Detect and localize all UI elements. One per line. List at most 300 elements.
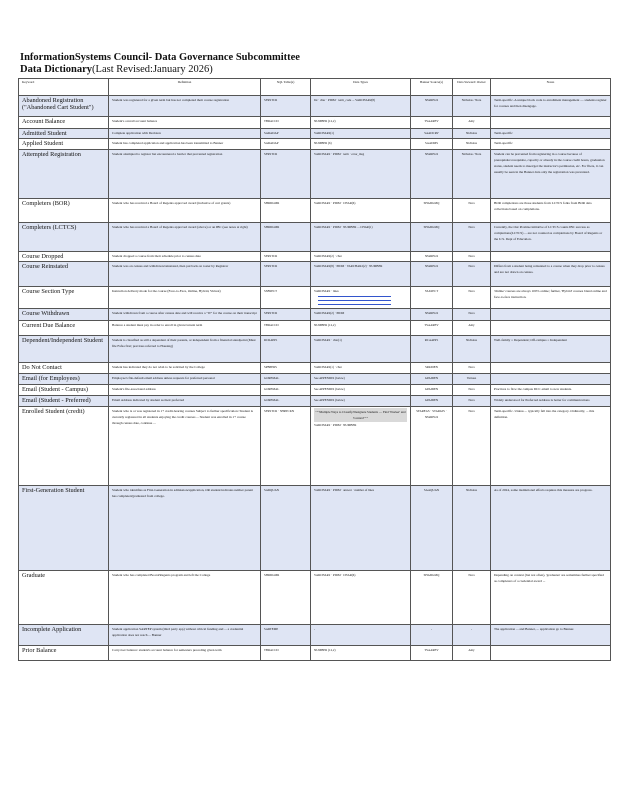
banner-source-cell-text: SFAREGS (424, 152, 439, 157)
data-type-cell-text: VARCHAR2 · lines (314, 289, 339, 294)
banner-source-cell-text: SSASECT (424, 289, 439, 294)
sql-table-cell (261, 129, 311, 139)
banner-source-cell (411, 309, 453, 321)
term-cell (19, 150, 109, 199)
col-header-keyword: Keyword (19, 79, 109, 96)
table-row (19, 625, 611, 646)
table-row (19, 374, 611, 385)
definition-cell (109, 309, 261, 321)
definition-cell (109, 117, 261, 129)
data-owner-cell (453, 571, 491, 625)
data-owner-cell-text: Amy (468, 323, 475, 328)
data-owner-cell (453, 309, 491, 321)
sql-table-cell-text: SFRSTCR (264, 152, 278, 157)
term-cell (19, 336, 109, 363)
definition-cell-text: Student who has received a Board of Regents approved award (above) or an IBC (see notes at right) (112, 225, 248, 230)
data-owner-cell (453, 396, 491, 407)
data-owner-cell-text: Nora (468, 409, 475, 414)
data-owner-cell-text: Nora (468, 398, 475, 403)
data-owner-cell-text: Nicholas (466, 131, 477, 135)
sql-table-cell (261, 150, 311, 199)
data-owner-cell-text: Various (466, 376, 477, 381)
definition-cell-text: Complete application with Decision (112, 131, 161, 135)
data-owner-cell (453, 321, 491, 336)
data-owner-cell-text: Nora (468, 254, 475, 259)
data-owner-cell-text: Nora (468, 201, 475, 206)
data-type-cell (311, 625, 411, 646)
data-owner-cell (453, 646, 491, 661)
data-type-cell-text: Int · char · PIDM · term_code ... VARCHAR2(8) (314, 98, 375, 102)
definition-cell-text: Student withdrawn from a course after census date and will receive a "W" for the course on their transcript (112, 311, 257, 316)
data-owner-cell-text: Nora (468, 225, 475, 230)
banner-source-cell (411, 117, 453, 129)
data-owner-cell (453, 486, 491, 571)
data-owner-cell (453, 336, 491, 363)
data-type-cell (311, 252, 411, 262)
notes-cell-text: Widely understood for Preferred Address is better for communications (494, 398, 590, 403)
notes-cell (491, 363, 611, 374)
sql-table-cell-text: SHRDGMR (264, 573, 280, 578)
document-header (20, 52, 610, 76)
term-cell (19, 129, 109, 139)
sql-table-cell (261, 309, 311, 321)
sql-table-cell-text: SFRSTCR (264, 264, 278, 269)
term-cell-text: Graduate (22, 572, 46, 580)
data-type-cell (311, 117, 411, 129)
sql-table-cell-text: RCRAPP1 (264, 338, 278, 343)
banner-source-cell (411, 321, 453, 336)
definition-cell (109, 336, 261, 363)
definition-cell (109, 407, 261, 486)
sql-table-cell-text: GOREMAL (264, 387, 280, 392)
data-owner-cell-text: Nicholas (466, 141, 477, 146)
banner-source-cell-text: SFAREGS (424, 98, 439, 102)
definition-cell-text: Student's file-associated address (112, 387, 156, 392)
data-type-cell (311, 385, 411, 396)
banner-source-cell-text: TSAAREV (424, 323, 439, 328)
sql-table-cell (261, 117, 311, 129)
banner-source-cell (411, 625, 453, 646)
definition-cell-text: Student has completed application and application has been transmitted to Banner (112, 141, 224, 146)
sql-table-cell (261, 199, 311, 223)
term-cell (19, 374, 109, 385)
data-dictionary-table (18, 78, 611, 661)
data-type-cell (311, 150, 411, 199)
notes-cell (491, 150, 611, 199)
term-cell (19, 486, 109, 571)
data-owner-cell (453, 117, 491, 129)
data-owner-cell-text: Nora (468, 387, 475, 392)
data-type-cell-text: See APPENDIX (below) (314, 376, 345, 381)
term-cell-text: Applied Student (22, 140, 64, 148)
data-owner-cell (453, 625, 491, 646)
data-type-cell-text: VARCHAR2(8) · PIDM · VARCHAR2(2) · NUMBER (314, 264, 383, 269)
sql-table-cell (261, 96, 311, 117)
data-type-cell-text: - (314, 627, 316, 632)
table-row (19, 385, 611, 396)
banner-source-cell-text: SFAREGS (424, 254, 439, 259)
notes-cell (491, 309, 611, 321)
definition-cell-text: Student who has received a Board of Regents approved award (inclusive of cert grants) (112, 201, 231, 206)
definition-cell-text: Student has indicated they do not wish to be solicited by the College (112, 365, 205, 370)
notes-cell (491, 646, 611, 661)
notes-cell-text: Term-specific. Unless ... typically fall into the category. Ordinarily, ... this definition. (494, 409, 595, 420)
data-type-cell (311, 287, 411, 309)
definition-cell-text: Instruction delivery mode for the course (Face-to-Face, Online, Hybrid, Virtual) (112, 289, 221, 294)
term-cell (19, 96, 109, 117)
data-owner-cell-text: Nicholas / Nora (461, 152, 482, 157)
term-cell-text: Current Due Balance (22, 322, 76, 330)
document-subtitle (20, 64, 610, 76)
banner-source-cell (411, 223, 453, 252)
term-cell (19, 223, 109, 252)
definition-cell (109, 199, 261, 223)
banner-source-cell (411, 396, 453, 407)
notes-cell-text: BOR completions are those students from LCTCS folks from BOR data collections based on completions. (494, 201, 592, 212)
notes-cell-text: Differs from a student being reinstated to a course when they drop prior to census and are not drawn on census. (494, 264, 605, 275)
table-row (19, 646, 611, 661)
data-owner-cell (453, 139, 491, 150)
sql-table-cell-text: SARADAP (264, 141, 279, 146)
term-cell-text: Email (Student - Preferred) (22, 397, 91, 405)
table-row (19, 223, 611, 252)
data-owner-cell (453, 407, 491, 486)
banner-source-cell-text: TSAAREV (424, 119, 439, 123)
term-cell-text: Course Withdrawn (22, 310, 70, 318)
data-type-cell-text: See APPENDIX (below) (314, 398, 345, 403)
banner-source-cell (411, 571, 453, 625)
notes-cell (491, 262, 611, 287)
table-row (19, 396, 611, 407)
banner-source-cell (411, 252, 453, 262)
table-row (19, 287, 611, 309)
table-row (19, 571, 611, 625)
definition-cell (109, 262, 261, 287)
data-owner-cell-text: Nora (468, 264, 475, 269)
definition-cell-text: Student dropped a course from their schedule prior to census date (112, 254, 201, 259)
banner-source-cell (411, 129, 453, 139)
data-type-cell-text: VARCHAR2 · PIDM · NUMBER (314, 423, 357, 428)
notes-cell-text: Term-specific (494, 141, 513, 146)
sql-table-cell (261, 625, 311, 646)
definition-cell (109, 321, 261, 336)
table-row (19, 117, 611, 129)
data-type-cell (311, 309, 411, 321)
banner-source-cell (411, 385, 453, 396)
definition-cell (109, 486, 261, 571)
sql-table-cell-text: SARADAP (264, 131, 279, 135)
term-cell (19, 646, 109, 661)
banner-source-cell-text: SFAREGS (424, 311, 439, 316)
notes-cell (491, 199, 611, 223)
data-owner-cell-text: Nora (468, 311, 475, 316)
sql-table-cell-text: SFRSTCR (264, 254, 278, 259)
sql-table-cell-text: SARTEMP (264, 627, 279, 632)
col-header-datatypes: Data Types (311, 79, 411, 96)
term-cell (19, 139, 109, 150)
notes-cell-text: Term-specific (494, 131, 513, 135)
term-cell-text: Course Section Type (22, 288, 75, 296)
sql-table-cell (261, 407, 311, 486)
sql-table-cell (261, 571, 311, 625)
sql-table-cell-text: SPBPERS (264, 365, 277, 370)
term-cell-text: Completers (LCTCS) (22, 224, 77, 232)
banner-source-cell (411, 646, 453, 661)
data-owner-cell (453, 374, 491, 385)
classification-banner: """Multiple Ways to Classify/Designate Students — Find 'Worker' and 'Context'""" (315, 410, 406, 421)
data-type-cell-text: VARCHAR2(2) · char (314, 254, 342, 259)
data-type-cell-text: VARCHAR2(1) (314, 131, 334, 135)
term-cell (19, 309, 109, 321)
sql-table-cell-text: SSBSECT (264, 289, 278, 294)
term-cell-text: Attempted Registration (22, 151, 81, 159)
term-cell-text: Do Not Contact (22, 364, 62, 372)
data-type-cell (311, 199, 411, 223)
definition-cell (109, 571, 261, 625)
data-owner-cell (453, 287, 491, 309)
definition-cell (109, 374, 261, 385)
notes-cell (491, 336, 611, 363)
notes-cell (491, 96, 611, 117)
data-type-cell-text: VARCHAR2 · PIDM · answer · number of lines (314, 488, 374, 493)
data-type-cell (311, 96, 411, 117)
sql-table-cell-text: SARQUAN (264, 488, 279, 493)
data-type-cell-text: VARCHAR2(1) · char (314, 365, 342, 370)
definition-cell (109, 363, 261, 374)
sql-table-cell (261, 321, 311, 336)
definition-cell-text: Student attempted to register but encountered a barrier that prevented registration (112, 152, 223, 157)
notes-cell-text: Student can be prevented from registering in a course because of prerequisite/corequisite, capacity or already in the course credit hours, graduation status, student needs to meet/get the instructor's permission, etc. For fliers, it can usually be seen in the Banner data only the registration was prevented. (494, 152, 605, 175)
data-type-cell-text: VARCHAR2 · PIDM · NUMBER ... CHAR(1) (314, 225, 373, 230)
banner-source-cell-text: SPAIDEN (425, 365, 438, 370)
banner-source-cell (411, 262, 453, 287)
banner-source-cell-text: RCAAPP1 (424, 338, 439, 343)
data-type-cell (311, 139, 411, 150)
table-row (19, 321, 611, 336)
notes-cell (491, 385, 611, 396)
data-owner-cell-text: Amy (468, 119, 475, 123)
term-cell-text: First-Generation Student (22, 487, 85, 495)
term-cell (19, 385, 109, 396)
data-owner-cell-text: Nicholas (466, 488, 477, 493)
data-type-cell-text: VARCHAR2(2) · PIDM (314, 311, 345, 316)
data-owner-cell (453, 262, 491, 287)
notes-cell (491, 252, 611, 262)
term-cell-text: Course Dropped (22, 253, 64, 261)
sql-table-cell (261, 374, 311, 385)
data-owner-cell-text: - (470, 627, 473, 632)
definition-cell (109, 223, 261, 252)
notes-cell-text: Depending on context (but not often), 'graduates' are sometimes further specified as completers of a credential award ... (494, 573, 604, 584)
banner-source-cell-text: SHADGMQ (423, 201, 440, 206)
data-type-cell (311, 486, 411, 571)
sql-table-cell-text: SFRSTCR (264, 98, 278, 102)
sql-table-cell-text: TBRACCD (264, 323, 279, 328)
col-header-sql: SQL Table(s) (261, 79, 311, 96)
notes-cell-text: The application ... and Banner, ... application go to Banner. (494, 627, 574, 632)
term-cell-text: Dependent/Independent Student (22, 337, 103, 345)
data-owner-cell (453, 363, 491, 374)
data-type-cell (311, 646, 411, 661)
definition-cell-text: Student who is or was registered in 1+ credit-bearing courses Subject to further specification: Student is currently registered in all students enjoying the credit courses ... Student was enrolled in 1+ course through census date, continue ... (112, 409, 253, 426)
term-cell (19, 117, 109, 129)
term-cell (19, 252, 109, 262)
banner-source-cell-text: GPAIDEN (424, 376, 439, 381)
data-type-cell (311, 129, 411, 139)
sql-table-cell (261, 252, 311, 262)
definition-cell (109, 287, 261, 309)
definition-cell-text: Carryover balance: student's account balance for semesters preceding given term (112, 648, 222, 653)
term-cell-text: Abandoned Registration ("Abandoned Cart Student") (22, 97, 94, 112)
sql-table-cell-text: TBRACCD (264, 648, 279, 653)
term-cell-text: Course Reinstated (22, 263, 68, 271)
definition-cell (109, 646, 261, 661)
banner-source-cell (411, 407, 453, 486)
data-type-cell (311, 321, 411, 336)
definition-cell-text: Email Address indicated by student as their preferred (112, 398, 185, 403)
definition-cell (109, 96, 261, 117)
term-cell-text: Enrolled Student (credit) (22, 408, 85, 416)
data-owner-cell (453, 199, 491, 223)
definition-cell-text: Student's overall account balance (112, 119, 158, 123)
table-header-row (19, 79, 611, 96)
table-row (19, 309, 611, 321)
term-cell (19, 625, 109, 646)
banner-source-cell (411, 287, 453, 309)
data-owner-cell-text: Nicholas (466, 338, 477, 343)
data-type-cell (311, 571, 411, 625)
banner-source-cell (411, 363, 453, 374)
term-cell-text: Completers (BOR) (22, 200, 70, 208)
data-owner-cell-text: Nora (468, 365, 475, 370)
data-type-cell (311, 223, 411, 252)
table-row (19, 199, 611, 223)
banner-source-cell-text: GPAIDEN (424, 387, 439, 392)
table-row (19, 150, 611, 199)
data-type-cell-text: See APPENDIX (below) (314, 387, 345, 392)
banner-source-cell (411, 150, 453, 199)
term-cell (19, 199, 109, 223)
banner-source-cell-text: GPAIDEN (424, 398, 439, 403)
sql-table-cell-text: SFRSTCR (264, 311, 278, 316)
data-owner-cell-text: Amy (468, 648, 475, 653)
sql-table-cell (261, 486, 311, 571)
sql-table-cell (261, 385, 311, 396)
data-owner-cell-text: Nora (468, 573, 475, 578)
banner-source-cell-text: SAAQUAN (423, 488, 440, 493)
table-row (19, 336, 611, 363)
data-owner-cell (453, 129, 491, 139)
definition-cell-text: Student is classified as still a dependent of their parents, or independent from a financial standpoint (Must file Fafsa first; previous referred to Housing) (112, 338, 256, 349)
term-cell (19, 407, 109, 486)
col-header-owner: Data Steward/ Owner (453, 79, 491, 96)
data-type-cell-text: VARCHAR2 · PIDM · CHAR(6) (314, 573, 356, 578)
banner-source-cell-text: SAADCRV (424, 131, 439, 135)
notes-cell (491, 129, 611, 139)
definition-cell-text: Student application SARTEP system (third party app) without critical funding and ... a credential application does not reach ... Banner (112, 627, 244, 638)
table-row (19, 363, 611, 374)
data-owner-cell (453, 150, 491, 199)
definition-cell (109, 396, 261, 407)
term-cell-text: Incomplete Application (22, 626, 82, 634)
term-cell-text: Prior Balance (22, 647, 57, 655)
sql-table-cell (261, 139, 311, 150)
notes-cell (491, 571, 611, 625)
sql-table-cell-text: SHRDGMR (264, 201, 280, 206)
term-cell (19, 571, 109, 625)
data-owner-cell (453, 96, 491, 117)
banner-source-cell-text: TSAAREV (424, 648, 439, 653)
definition-cell (109, 150, 261, 199)
term-cell-text: Email (Student - Campus) (22, 386, 88, 394)
banner-source-cell-text: - (430, 627, 433, 632)
table-row (19, 486, 611, 571)
term-cell (19, 396, 109, 407)
sql-table-cell-text: SFRSTCR · SHRTCKN (264, 409, 295, 414)
banner-source-cell-text: SHADGMQ (423, 225, 440, 230)
table-row (19, 252, 611, 262)
sql-table-cell-text: GOREMAL (264, 398, 280, 403)
highlight-lines (314, 294, 407, 307)
sql-table-cell (261, 396, 311, 407)
data-type-cell-text: VARCHAR2 · char(1) (314, 338, 342, 343)
banner-source-cell-text: SAADMS (425, 141, 438, 146)
banner-source-cell (411, 336, 453, 363)
table-row (19, 96, 611, 117)
table-row (19, 139, 611, 150)
data-owner-cell-text: Nicholas / Nora (461, 98, 482, 102)
notes-cell-text: 'Online' courses are always 100% online; further, 'Hybrid' courses blend online and face-to-face instruction. (494, 289, 607, 300)
col-header-definition: Definition (109, 79, 261, 96)
notes-cell (491, 321, 611, 336)
banner-source-cell (411, 374, 453, 385)
sql-table-cell (261, 336, 311, 363)
document-title: InformationSystems Council- Data Governance Subcommittee (20, 52, 300, 63)
col-header-source: Banner Source(s) (411, 79, 453, 96)
notes-cell (491, 396, 611, 407)
definition-cell-text: Student was registered for a given term but has not completed their course registration (112, 98, 230, 102)
term-cell-text: Account Balance (22, 118, 66, 125)
data-type-cell-text: NUMBER (12,2) (314, 323, 336, 328)
banner-source-cell (411, 96, 453, 117)
data-type-cell-text: NUMBER (6) (314, 141, 332, 146)
banner-source-cell (411, 486, 453, 571)
data-type-cell-text: VARCHAR2 · PIDM · term · error_msg (314, 152, 365, 157)
definition-cell (109, 129, 261, 139)
data-type-cell (311, 396, 411, 407)
definition-cell-text: Student who has completed Board/Regents program and left the College (112, 573, 211, 578)
subtitle-main: Data Dictionary (20, 64, 93, 75)
definition-cell (109, 139, 261, 150)
sql-table-cell-text: GOREMAL (264, 376, 280, 381)
banner-source-cell-text: SFAREGS (424, 264, 439, 269)
definition-cell-text: Employee's file-default email address unless requests for preferred personal (112, 376, 215, 381)
sql-table-cell (261, 646, 311, 661)
notes-cell-text: Well-family = Dependent; Off-campus = Independent (494, 338, 567, 343)
notes-cell (491, 223, 611, 252)
data-type-cell (311, 363, 411, 374)
data-type-cell (311, 374, 411, 385)
definition-cell (109, 625, 261, 646)
notes-cell-text: As of 2024, some institutional efforts requires this measure are progress. (494, 488, 593, 493)
definition-cell (109, 385, 261, 396)
data-owner-cell (453, 385, 491, 396)
col-header-notes: Notes (491, 79, 611, 96)
notes-cell-text: Term-specific. A unique block code to enrollment management — students register for courses and then disengage. (494, 98, 607, 108)
definition-cell-text: Student was on census and withdrawn/reinstated, then put back on roster by Registrar (112, 264, 229, 269)
data-owner-cell (453, 252, 491, 262)
data-type-cell (311, 262, 411, 287)
